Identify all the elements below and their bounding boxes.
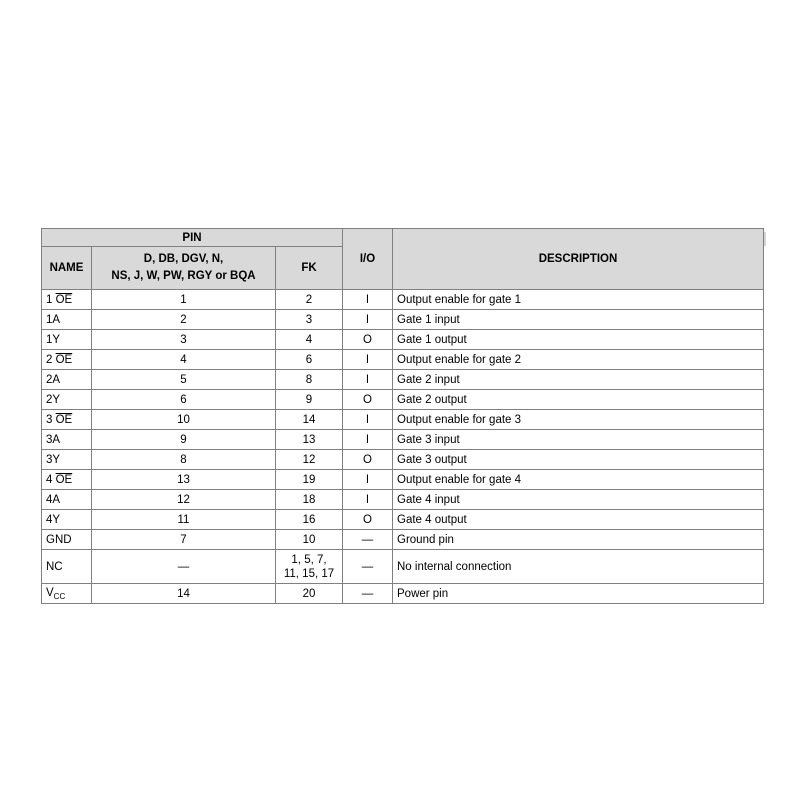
pin-io: I	[343, 370, 393, 390]
table-row	[42, 290, 764, 310]
pin-description: Power pin	[393, 584, 764, 604]
pin-fk-number: 18	[276, 490, 343, 510]
pin-name	[42, 510, 92, 530]
pin-name-prefix: 3Y	[46, 453, 61, 466]
pin-io: O	[343, 330, 393, 350]
pin-name-prefix: 4	[46, 473, 56, 486]
pin-fk-number: 3	[276, 310, 343, 330]
pin-package-number: 8	[92, 450, 276, 470]
pin-name-prefix: GND	[46, 533, 72, 546]
pin-rows	[42, 290, 764, 604]
pin-name-prefix: 2	[46, 353, 56, 366]
pin-package-number: 14	[92, 584, 276, 604]
pin-name	[42, 430, 92, 450]
pin-description: Output enable for gate 1	[393, 290, 764, 310]
pin-name	[42, 530, 92, 550]
table-row	[42, 330, 764, 350]
pin-io: —	[343, 550, 393, 584]
pin-description: Gate 3 output	[393, 450, 764, 470]
vcc-subscript: CC	[53, 591, 66, 601]
pin-io: I	[343, 430, 393, 450]
pin-fk-number: 4	[276, 330, 343, 350]
pin-fk-number: 12	[276, 450, 343, 470]
pin-description: Gate 1 input	[393, 310, 764, 330]
pin-name-overline: $\overline{OE}$	[55, 473, 73, 486]
pin-package-number: 10	[92, 410, 276, 430]
pin-fk-number: 14	[276, 410, 343, 430]
table-row	[42, 470, 764, 490]
pin-fk-number: 2	[276, 290, 343, 310]
pin-package-number: —	[92, 550, 276, 584]
pin-package-number: 12	[92, 490, 276, 510]
pin-description: Gate 1 output	[393, 330, 764, 350]
pin-description: Output enable for gate 4	[393, 470, 764, 490]
pin-name: NC	[42, 550, 92, 584]
pin-package-number: 6	[92, 390, 276, 410]
table-row	[42, 350, 764, 370]
pin-description: Gate 2 input	[393, 370, 764, 390]
pin-name-prefix: 3A	[46, 433, 61, 446]
pin-io: —	[343, 584, 393, 604]
table-row	[42, 450, 764, 470]
pin-name	[42, 330, 92, 350]
pin-fk-number: 16	[276, 510, 343, 530]
pin-description: No internal connection	[393, 550, 764, 584]
package-header	[92, 247, 276, 290]
package-header-line2: NS, J, W, PW, RGY or BQA	[111, 270, 256, 282]
pin-name-prefix: 4Y	[46, 513, 61, 526]
page-edge-mark	[764, 232, 766, 246]
table-row	[42, 510, 764, 530]
pin-io: I	[343, 310, 393, 330]
pin-io: I	[343, 290, 393, 310]
pin-fk-number: 10	[276, 530, 343, 550]
pin-io: I	[343, 470, 393, 490]
table-row-vcc	[42, 584, 764, 604]
pin-fk-number: 8	[276, 370, 343, 390]
pin-package-number: 13	[92, 470, 276, 490]
pin-name	[42, 470, 92, 490]
table-row-nc	[42, 550, 764, 584]
description-header: DESCRIPTION	[393, 229, 764, 290]
fk-header: FK	[276, 247, 343, 290]
pin-name-prefix: 1	[46, 293, 56, 306]
table-row	[42, 310, 764, 330]
pin-name-prefix: 4A	[46, 493, 61, 506]
pin-name-overline: $\overline{OE}$	[55, 353, 73, 366]
pin-group-header: PIN	[42, 229, 343, 247]
table-row	[42, 390, 764, 410]
pin-package-number: 5	[92, 370, 276, 390]
pin-io: O	[343, 390, 393, 410]
pin-io: O	[343, 510, 393, 530]
pin-fk-number: 19	[276, 470, 343, 490]
pin-name	[42, 310, 92, 330]
header-row-top	[42, 229, 764, 247]
pin-package-number: 4	[92, 350, 276, 370]
pin-package-number: 3	[92, 330, 276, 350]
pin-fk-number: 9	[276, 390, 343, 410]
pin-name	[42, 584, 92, 604]
pin-name	[42, 390, 92, 410]
io-header: I/O	[343, 229, 393, 290]
pin-description: Output enable for gate 3	[393, 410, 764, 430]
pin-description: Gate 3 input	[393, 430, 764, 450]
pin-fk-number	[276, 550, 343, 584]
table-row	[42, 530, 764, 550]
pin-fk-number: 6	[276, 350, 343, 370]
pin-io: O	[343, 450, 393, 470]
fk-line2: 11, 15, 17	[283, 567, 335, 580]
pin-name-prefix: 3	[46, 413, 56, 426]
pin-name	[42, 350, 92, 370]
package-header-line1: D, DB, DGV, N,	[143, 253, 224, 265]
pin-name-overline: $\overline{OE}$	[55, 293, 73, 306]
pin-io: I	[343, 410, 393, 430]
pin-name-prefix: 2A	[46, 373, 61, 386]
pin-functions-table	[41, 228, 764, 604]
table-row	[42, 490, 764, 510]
pin-package-number: 7	[92, 530, 276, 550]
pin-io: —	[343, 530, 393, 550]
pin-package-number: 9	[92, 430, 276, 450]
pin-description: Output enable for gate 2	[393, 350, 764, 370]
pin-package-number: 11	[92, 510, 276, 530]
table-row	[42, 410, 764, 430]
pin-package-number: 1	[92, 290, 276, 310]
pin-description: Gate 2 output	[393, 390, 764, 410]
pin-io: I	[343, 490, 393, 510]
pin-name-overline: $\overline{OE}$	[55, 413, 73, 426]
table-row	[42, 430, 764, 450]
pin-io: I	[343, 350, 393, 370]
pin-name	[42, 490, 92, 510]
pin-package-number: 2	[92, 310, 276, 330]
pin-name-prefix: 1A	[46, 313, 61, 326]
name-header: NAME	[42, 247, 92, 290]
vcc-main: V	[46, 586, 54, 599]
pin-name	[42, 450, 92, 470]
pin-description: Gate 4 input	[393, 490, 764, 510]
pin-fk-number: 13	[276, 430, 343, 450]
pin-name	[42, 410, 92, 430]
pin-fk-number: 20	[276, 584, 343, 604]
pin-description: Ground pin	[393, 530, 764, 550]
pin-description: Gate 4 output	[393, 510, 764, 530]
fk-line1: 1, 5, 7,	[291, 553, 327, 566]
pin-name	[42, 370, 92, 390]
pin-name-prefix: 1Y	[46, 333, 61, 346]
table-row	[42, 370, 764, 390]
pin-name	[42, 290, 92, 310]
pin-name-prefix: 2Y	[46, 393, 61, 406]
